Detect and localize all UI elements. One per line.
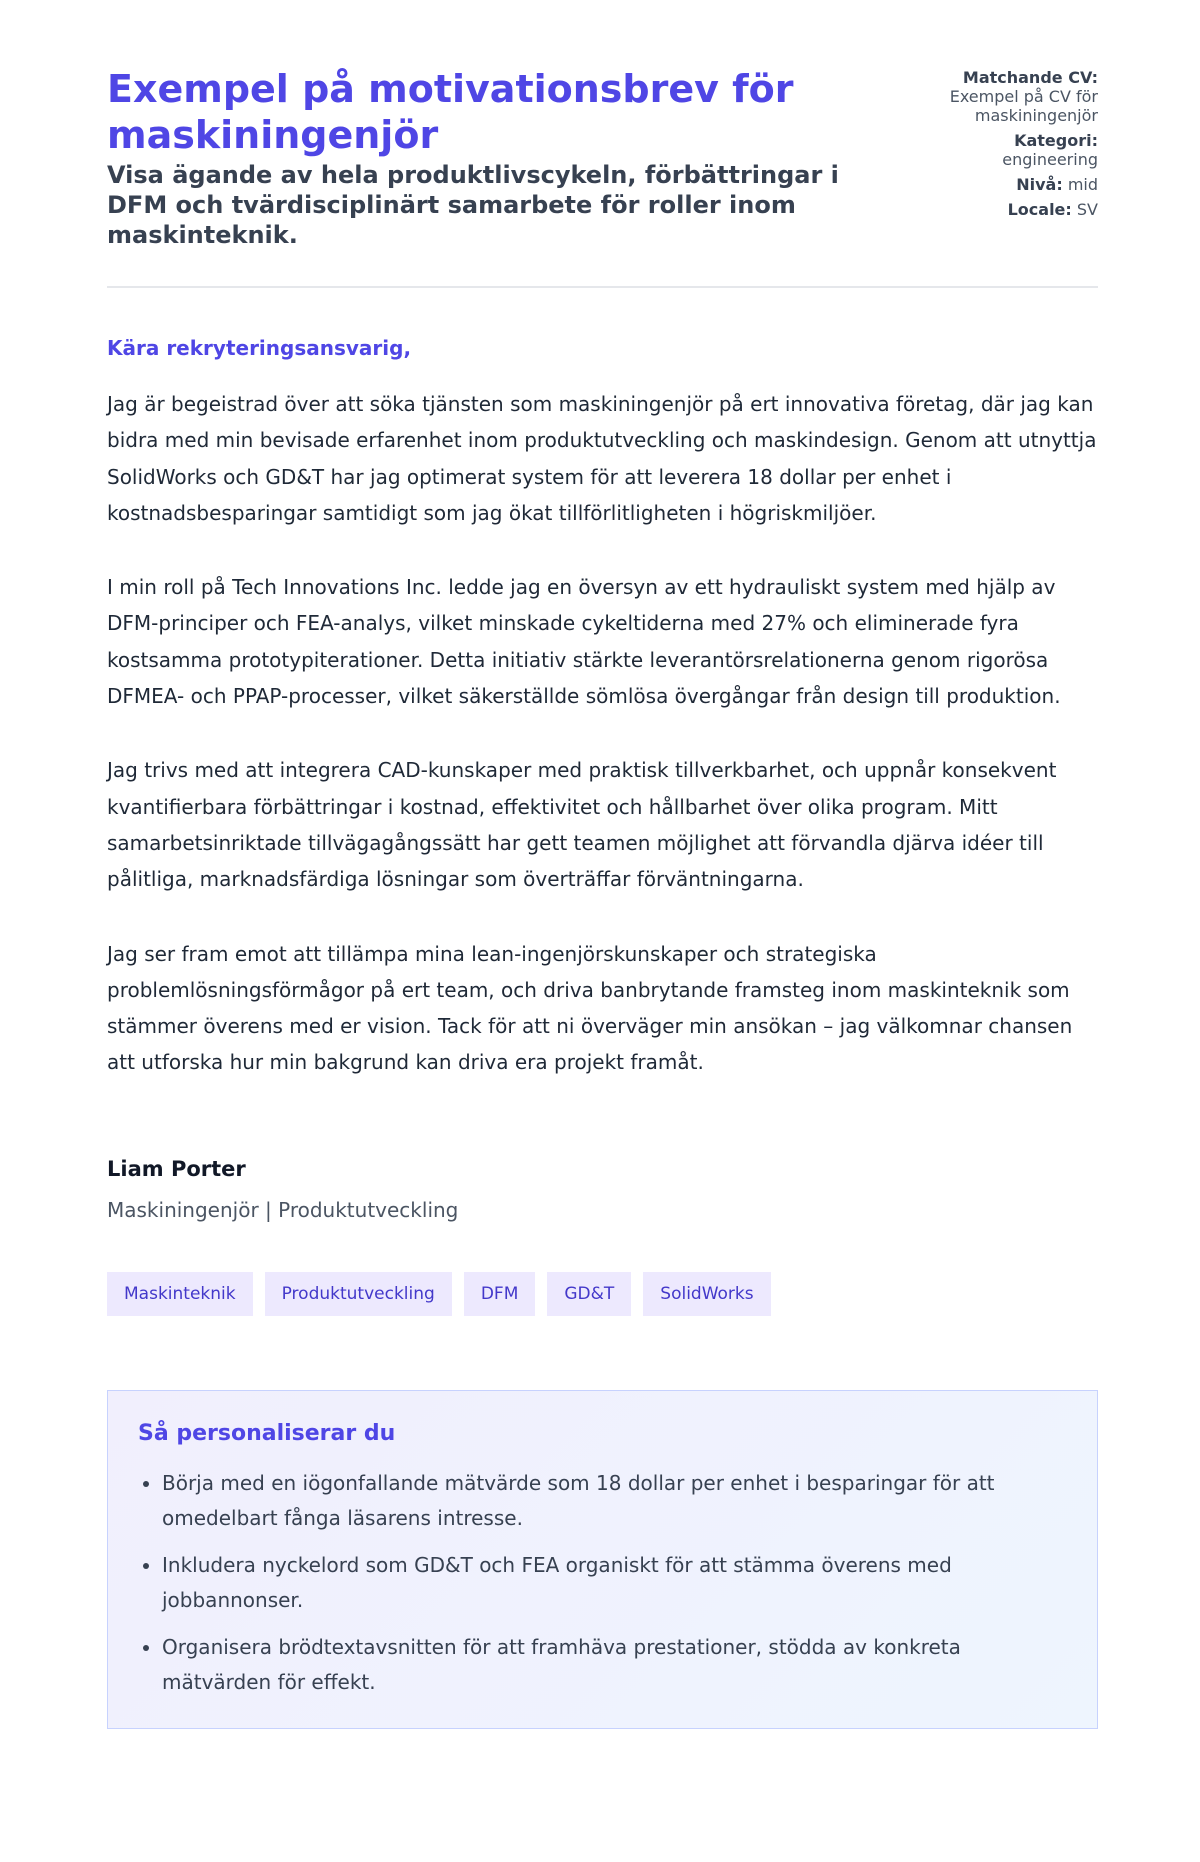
letter-paragraph: Jag trivs med att integrera CAD-kunskaper med praktisk tillverkbarhet, och uppnår konsekvent kvantifierbara förbättringar i kostnad, effektivitet och hållbarhet över olika program. Mitt samarbetsinriktade tillvägagångssätt har gett teamen möjlighet att förvandla djärva idéer till pålitliga, marknadsfärdiga lösningar som överträffar förväntningarna. <box>107 758 1057 892</box>
meta-label: Nivå: <box>1016 175 1063 194</box>
meta-category <box>918 131 1098 169</box>
tag: SolidWorks <box>643 1272 770 1316</box>
tag: GD&T <box>547 1272 631 1316</box>
divider <box>107 286 1098 288</box>
meta-locale <box>918 200 1098 219</box>
tag: DFM <box>464 1272 536 1316</box>
tip-item: • Inkludera nyckelord som GD&T och FEA organiskt för att stämma överens med jobbannonser. <box>162 1548 1067 1618</box>
meta-value: mid <box>1067 175 1098 194</box>
letter-paragraph: Jag är begeistrad över att söka tjänsten som maskiningenjör på ert innovativa företag, där jag kan bidra med min bevisade erfarenhet inom produktutveckling och maskindesign. Genom att utnyttja SolidWorks och GD&T har jag optimerat system för att leverera 18 dollar per enhet i kostnadsbesparingar samtidigt som jag ökat tillförlitligheten i högriskmiljöer. <box>107 392 1097 525</box>
meta-value: SV <box>1076 200 1098 219</box>
signature-name: Liam Porter <box>107 1156 246 1181</box>
letter-paragraph: I min roll på Tech Innovations Inc. ledde jag en översyn av ett hydrauliskt system med hjälp av DFM-principer och FEA-analys, vilket minskade cykeltiderna med 27% och eliminerade fyra kostsamma prototypiterationer. Detta initiativ stärkte leverantörsrelationerna genom rigorösa DFMEA- och PPAP-processer, vilket säkerställde sömlösa övergångar från design till produktion. <box>107 575 1061 709</box>
page-title: Exempel på motivationsbrev för maskiningenjör <box>107 67 794 157</box>
tag: Maskinteknik <box>107 1272 253 1316</box>
meta-matching-cv <box>918 68 1098 125</box>
meta-label: Locale: <box>1007 200 1072 219</box>
tips-list <box>138 1466 1067 1700</box>
meta-level <box>918 175 1098 194</box>
tip-item: • Organisera brödtextavsnitten för att framhäva prestationer, stödda av konkreta mätvärden för effekt. <box>162 1630 1067 1700</box>
greeting: Kära rekryteringsansvarig, <box>107 336 412 360</box>
tag-list <box>107 1272 1098 1316</box>
meta-label: Matchande CV: <box>962 68 1098 87</box>
tag: Produktutveckling <box>265 1272 452 1316</box>
meta-label: Kategori: <box>1014 131 1098 150</box>
signature-role: Maskiningenjör | Produktutveckling <box>107 1197 459 1222</box>
meta-panel <box>918 66 1098 225</box>
meta-value: engineering <box>1002 150 1098 169</box>
tips-box <box>107 1390 1098 1729</box>
meta-value[interactable]: Exempel på CV för maskiningenjör <box>949 87 1098 125</box>
page-subtitle: Visa ägande av hela produktlivscykeln, förbättringar i DFM och tvärdisciplinärt samarbete för roller inom maskinteknik. <box>107 161 839 249</box>
page <box>107 66 1098 1729</box>
tips-heading: Så personaliserar du <box>138 1420 396 1446</box>
tip-item: • Börja med en iögonfallande mätvärde som 18 dollar per enhet i besparingar för att omedelbart fånga läsarens intresse. <box>162 1466 1067 1536</box>
header <box>107 66 1098 250</box>
letter-paragraph: Jag ser fram emot att tillämpa mina lean-ingenjörskunskaper och strategiska problemlösningsförmågor på ert team, och driva banbrytande framsteg inom maskinteknik som stämmer överens med er vision. Tack för att ni överväger min ansökan – jag välkomnar chansen att utforska hur min bakgrund kan driva era projekt framåt. <box>107 941 1073 1075</box>
